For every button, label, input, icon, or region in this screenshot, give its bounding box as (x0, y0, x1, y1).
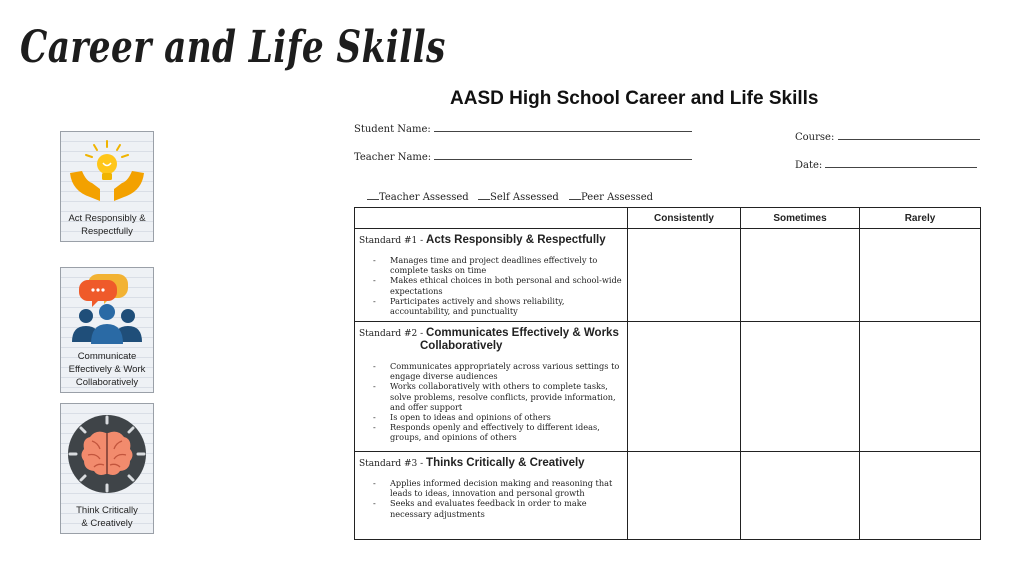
card-label: Think Critically & Creatively (76, 505, 138, 529)
list-item: - Is open to ideas and opinions of others (373, 412, 627, 422)
standard-description: Standard #2 - Communicates Effectively & Works Collaboratively - Communicates appropriately across various settings to engage diverse audiences - Works collaboratively with others to complete tasks, solve problems, resolve conflicts, provide information, and offer support - Is open to ideas and opinions of others - Responds openly and effectively to different ideas, groups, and opinions of others (355, 322, 628, 452)
rubric-table (354, 207, 981, 540)
student-name-line[interactable] (434, 122, 692, 132)
rating-cell-rarely[interactable] (860, 322, 981, 452)
student-name-field: Student Name: (354, 122, 692, 135)
date-line[interactable] (825, 158, 977, 168)
rating-cell-rarely[interactable] (860, 452, 981, 540)
column-consistently: Consistently (628, 208, 741, 229)
card-label: Act Responsibly & Respectfully (68, 213, 146, 237)
rating-cell-rarely[interactable] (860, 229, 981, 322)
blank-header (355, 208, 628, 229)
teacher-name-field: Teacher Name: (354, 150, 692, 163)
list-item: - Communicates appropriately across various settings to engage diverse audiences (373, 361, 627, 381)
column-sometimes: Sometimes (741, 208, 860, 229)
rating-cell-sometimes[interactable] (741, 452, 860, 540)
standard-description: Standard #3 - Thinks Critically & Creatively - Applies informed decision making and reasoning that leads to ideas, innovation and personal growth - Seeks and evaluates feedback in order to make necessary adjustments (355, 452, 628, 540)
standard-row (355, 229, 981, 322)
peer-assessed-option[interactable]: Peer Assessed (569, 190, 653, 203)
list-item: - Responds openly and effectively to different ideas, groups, and opinions of others (373, 422, 627, 442)
date-field: Date: (795, 158, 977, 171)
rating-cell-consistently[interactable] (628, 322, 741, 452)
lightbulb-hands-icon (61, 132, 153, 210)
list-item: - Participates actively and shows reliability, accountability, and punctuality (373, 296, 627, 316)
standard-name: Communicates Effectively & Works (426, 327, 619, 339)
slide-title: Career and Life Skills (20, 22, 446, 73)
rating-cell-consistently[interactable] (628, 452, 741, 540)
list-item: - Makes ethical choices in both personal and school-wide expectations (373, 275, 627, 295)
card-communicate (60, 267, 154, 393)
teacher-assessed-option[interactable]: Teacher Assessed (367, 190, 469, 203)
rating-cell-sometimes[interactable] (741, 229, 860, 322)
card-think-critically (60, 403, 154, 534)
self-assessed-option[interactable]: Self Assessed (478, 190, 559, 203)
standard-name-continued: Collaboratively (420, 340, 503, 352)
standard-name: Acts Responsibly & Respectfully (426, 234, 606, 246)
column-rarely: Rarely (860, 208, 981, 229)
list-item: - Manages time and project deadlines effectively to complete tasks on time (373, 255, 627, 275)
list-item: - Works collaboratively with others to complete tasks, solve problems, resolve conflicts, provide information, and offer support (373, 381, 627, 412)
card-label: Communicate Effectively & Work Collaboratively (68, 351, 146, 388)
course-line[interactable] (838, 130, 980, 140)
rating-cell-sometimes[interactable] (741, 322, 860, 452)
standard-description: Standard #1 - Acts Responsibly & Respectfully - Manages time and project deadlines effectively to complete tasks on time - Makes ethical choices in both personal and school-wide expectations - Participates actively and shows reliability, accountability, and punctuality (355, 229, 628, 322)
list-item: - Applies informed decision making and reasoning that leads to ideas, innovation and personal growth (373, 478, 627, 498)
brain-icon (61, 404, 153, 504)
standard-row (355, 452, 981, 540)
form-title: AASD High School Career and Life Skills (450, 88, 819, 109)
rubric-header-row (355, 208, 981, 229)
standard-row (355, 322, 981, 452)
standard-name: Thinks Critically & Creatively (426, 457, 585, 469)
course-field: Course: (795, 130, 980, 143)
card-act-responsibly (60, 131, 154, 242)
rating-cell-consistently[interactable] (628, 229, 741, 322)
list-item: - Seeks and evaluates feedback in order to make necessary adjustments (373, 498, 627, 518)
teacher-name-line[interactable] (434, 150, 692, 160)
team-chat-icon (61, 268, 153, 348)
